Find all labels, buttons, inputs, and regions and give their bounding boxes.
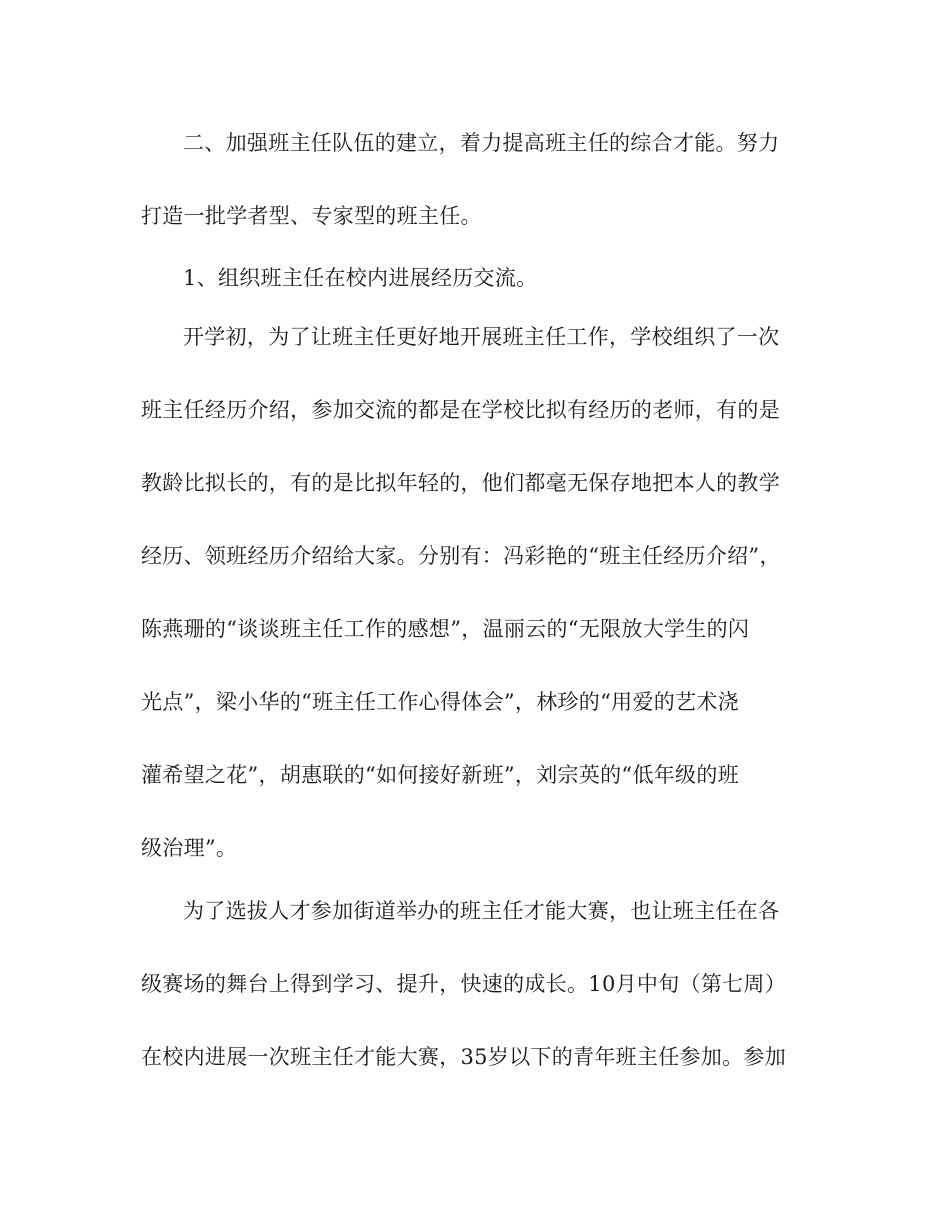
paragraph-line: 打造一批学者型、专家型的班主任。	[141, 204, 482, 228]
paragraph-line: 在校内进展一次班主任才能大赛，35岁以下的青年班主任参加。参加	[141, 1045, 787, 1069]
paragraph-line: 教龄比拟长的，有的是比拟年轻的，他们都毫无保存地把本人的教学	[141, 471, 780, 495]
paragraph-line: 陈燕珊的“谈谈班主任工作的感想”，温丽云的“无限放大学生的闪	[141, 617, 750, 641]
paragraph-line: 开学初，为了让班主任更好地开展班主任工作，学校组织了一次	[183, 325, 780, 349]
paragraph-line: 经历、领班经历介绍给大家。分别有：冯彩艳的“班主任经历介绍”，	[141, 544, 781, 568]
paragraph-line: 灌希望之花”，胡惠联的“如何接好新班”，刘宗英的“低年级的班	[141, 763, 739, 787]
paragraph-line: 二、加强班主任队伍的建立，着力提高班主任的综合才能。努力	[183, 131, 780, 155]
paragraph-line: 班主任经历介绍，参加交流的都是在学校比拟有经历的老师，有的是	[141, 398, 780, 422]
paragraph-line: 1、组织班主任在校内进展经历交流。	[183, 266, 538, 290]
paragraph-line: 级赛场的舞台上得到学习、提升，快速的成长。10月中旬（第七周）	[141, 972, 787, 996]
paragraph-line: 级治理”。	[141, 836, 238, 860]
paragraph-line: 光点”，梁小华的“班主任工作心得体会”，林珍的“用爱的艺术浇	[141, 690, 739, 714]
paragraph-line: 为了选拔人才参加街道举办的班主任才能大赛，也让班主任在各	[183, 899, 780, 923]
